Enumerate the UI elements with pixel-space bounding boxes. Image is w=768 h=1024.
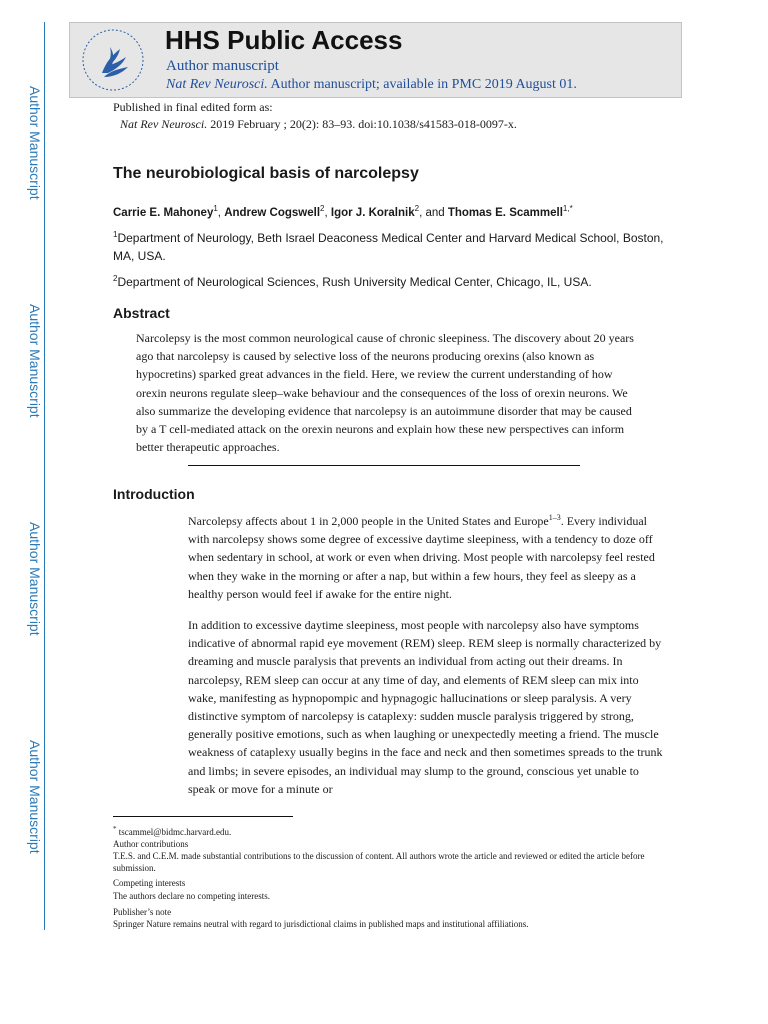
- author-affiliation-marker: 1: [213, 204, 218, 213]
- introduction-heading: Introduction: [113, 486, 195, 502]
- affiliation-marker: 1: [113, 230, 118, 239]
- corresponding-email: [113, 823, 653, 838]
- affiliation-text: Department of Neurological Sciences, Rush University Medical Center, Chicago, IL, USA.: [117, 275, 592, 289]
- author-separator: , and: [419, 206, 448, 219]
- author-separator: ,: [217, 206, 225, 219]
- citation-ref: 1–3: [548, 513, 561, 522]
- author-name: Thomas E. Scammell: [447, 206, 563, 219]
- affiliation: [113, 226, 673, 265]
- abstract-heading: Abstract: [113, 305, 170, 321]
- author-manuscript-side-label: Author Manuscript: [27, 740, 43, 854]
- citation-details: 2019 February ; 20(2): 83–93. doi:10.1038/s41583-018-0097-x.: [207, 117, 517, 131]
- affiliation-text: Department of Neurology, Beth Israel Deaconess Medical Center and Harvard Medical School, Boston, MA, USA.: [113, 231, 664, 263]
- author-manuscript-subtitle: Author manuscript: [166, 58, 279, 74]
- author-manuscript-side-label: Author Manuscript: [27, 86, 43, 200]
- footnote-marker: *: [113, 825, 117, 833]
- competing-text: The authors declare no competing interests.: [113, 891, 270, 901]
- citation-journal: Nat Rev Neurosci.: [120, 117, 208, 131]
- intro-p1-text: Narcolepsy affects about 1 in 2,000 people in the United States and Europe: [188, 514, 549, 528]
- author-separator: ,: [324, 206, 331, 219]
- contributions-text: T.E.S. and C.E.M. made substantial contributions to the discussion of content. All authors wrote the article and reviewed or edited the article before submission.: [113, 851, 645, 873]
- journal-availability-line: [166, 77, 577, 93]
- intro-paragraph-1: [188, 512, 663, 603]
- article-title: The neurobiological basis of narcolepsy: [113, 165, 419, 182]
- competing-label: Competing interests: [113, 878, 186, 888]
- publisher-note-label: Publisher’s note: [113, 907, 172, 917]
- author-affiliation-marker: 2: [414, 204, 420, 213]
- author-name: Igor J. Koralnik: [330, 206, 415, 219]
- email-text: tscammel@bidmc.harvard.edu.: [118, 827, 232, 837]
- affiliation: [113, 270, 673, 291]
- contributions-label: Author contributions: [113, 839, 189, 849]
- abstract-divider: [188, 465, 580, 466]
- sidebar-rule: [44, 22, 45, 930]
- hhs-eagle-seal-icon: [80, 27, 146, 93]
- author-manuscript-side-label: Author Manuscript: [27, 304, 43, 418]
- intro-p1-text-cont: . Every individual with narcolepsy shows some degree of excessive daytime sleepiness, with a tendency to doze off when sedentary in school, at work or even when driving. Most people with narcolepsy feel rested when they wake in the morning or after a nap, but within a few hours, they feel as sleepy as a healthy person would feel if awake for the entire night.: [188, 514, 655, 601]
- hhs-header-banner: [69, 22, 682, 98]
- intro-paragraph-2: In addition to excessive daytime sleepiness, most people with narcolepsy also have symptoms indicative of abnormal rapid eye movement (REM) sleep. REM sleep is normally characterized by dreaming and muscle paralysis that prevents an individual from acting out their dreams. In narcolepsy, REM sleep can occur at any time of day, and elements of REM sleep can mix into wake, manifesting as hypnopompic and hypnagogic hallucinations or sleep paralysis. A very distinctive symptom of narcolepsy is cataplexy: sudden muscle paralysis triggered by strong, generally positive emotions, such as when laughing or unexpectedly meeting a friend. The muscle weakness of cataplexy usually begins in the face and neck and then sometimes spreads to the trunk and limbs; in severe episodes, an individual may slump to the ground, conscious yet unable to speak or move for a minute or: [188, 618, 663, 796]
- published-as-label: Published in final edited form as:: [113, 100, 273, 114]
- affiliation-marker: 2: [113, 274, 118, 283]
- author-affiliation-marker: 1,*: [562, 204, 573, 213]
- author-manuscript-side-label: Author Manuscript: [27, 522, 43, 636]
- author-name: Andrew Cogswell: [224, 206, 321, 219]
- hhs-public-access-title: HHS Public Access: [165, 25, 403, 55]
- author-name: Carrie E. Mahoney: [113, 206, 214, 219]
- publisher-note-text: Springer Nature remains neutral with regard to jurisdictional claims in published maps and institutional affiliations.: [113, 919, 529, 929]
- author-affiliation-marker: 2: [320, 204, 325, 213]
- journal-name: Nat Rev Neurosci.: [166, 77, 268, 92]
- author-list: [113, 204, 573, 219]
- footnote-divider: [113, 816, 293, 817]
- publication-citation: [120, 117, 517, 132]
- availability-text: Author manuscript; available in PMC 2019 August 01.: [267, 77, 577, 92]
- abstract-text: Narcolepsy is the most common neurological cause of chronic sleepiness. The discovery about 20 years ago that narcolepsy is caused by selective loss of the neurons producing orexins (also known as hypocretins) sparked great advances in the field. Here, we review the current understanding of how orexin neurons regulate sleep–wake behaviour and the consequences of the loss of orexin neurons. We also summarize the developing evidence that narcolepsy is an autoimmune disorder that may be caused by a T cell-mediated attack on the orexin neurons and explain how these new perspectives can inform better therapeutic approaches.: [136, 331, 634, 455]
